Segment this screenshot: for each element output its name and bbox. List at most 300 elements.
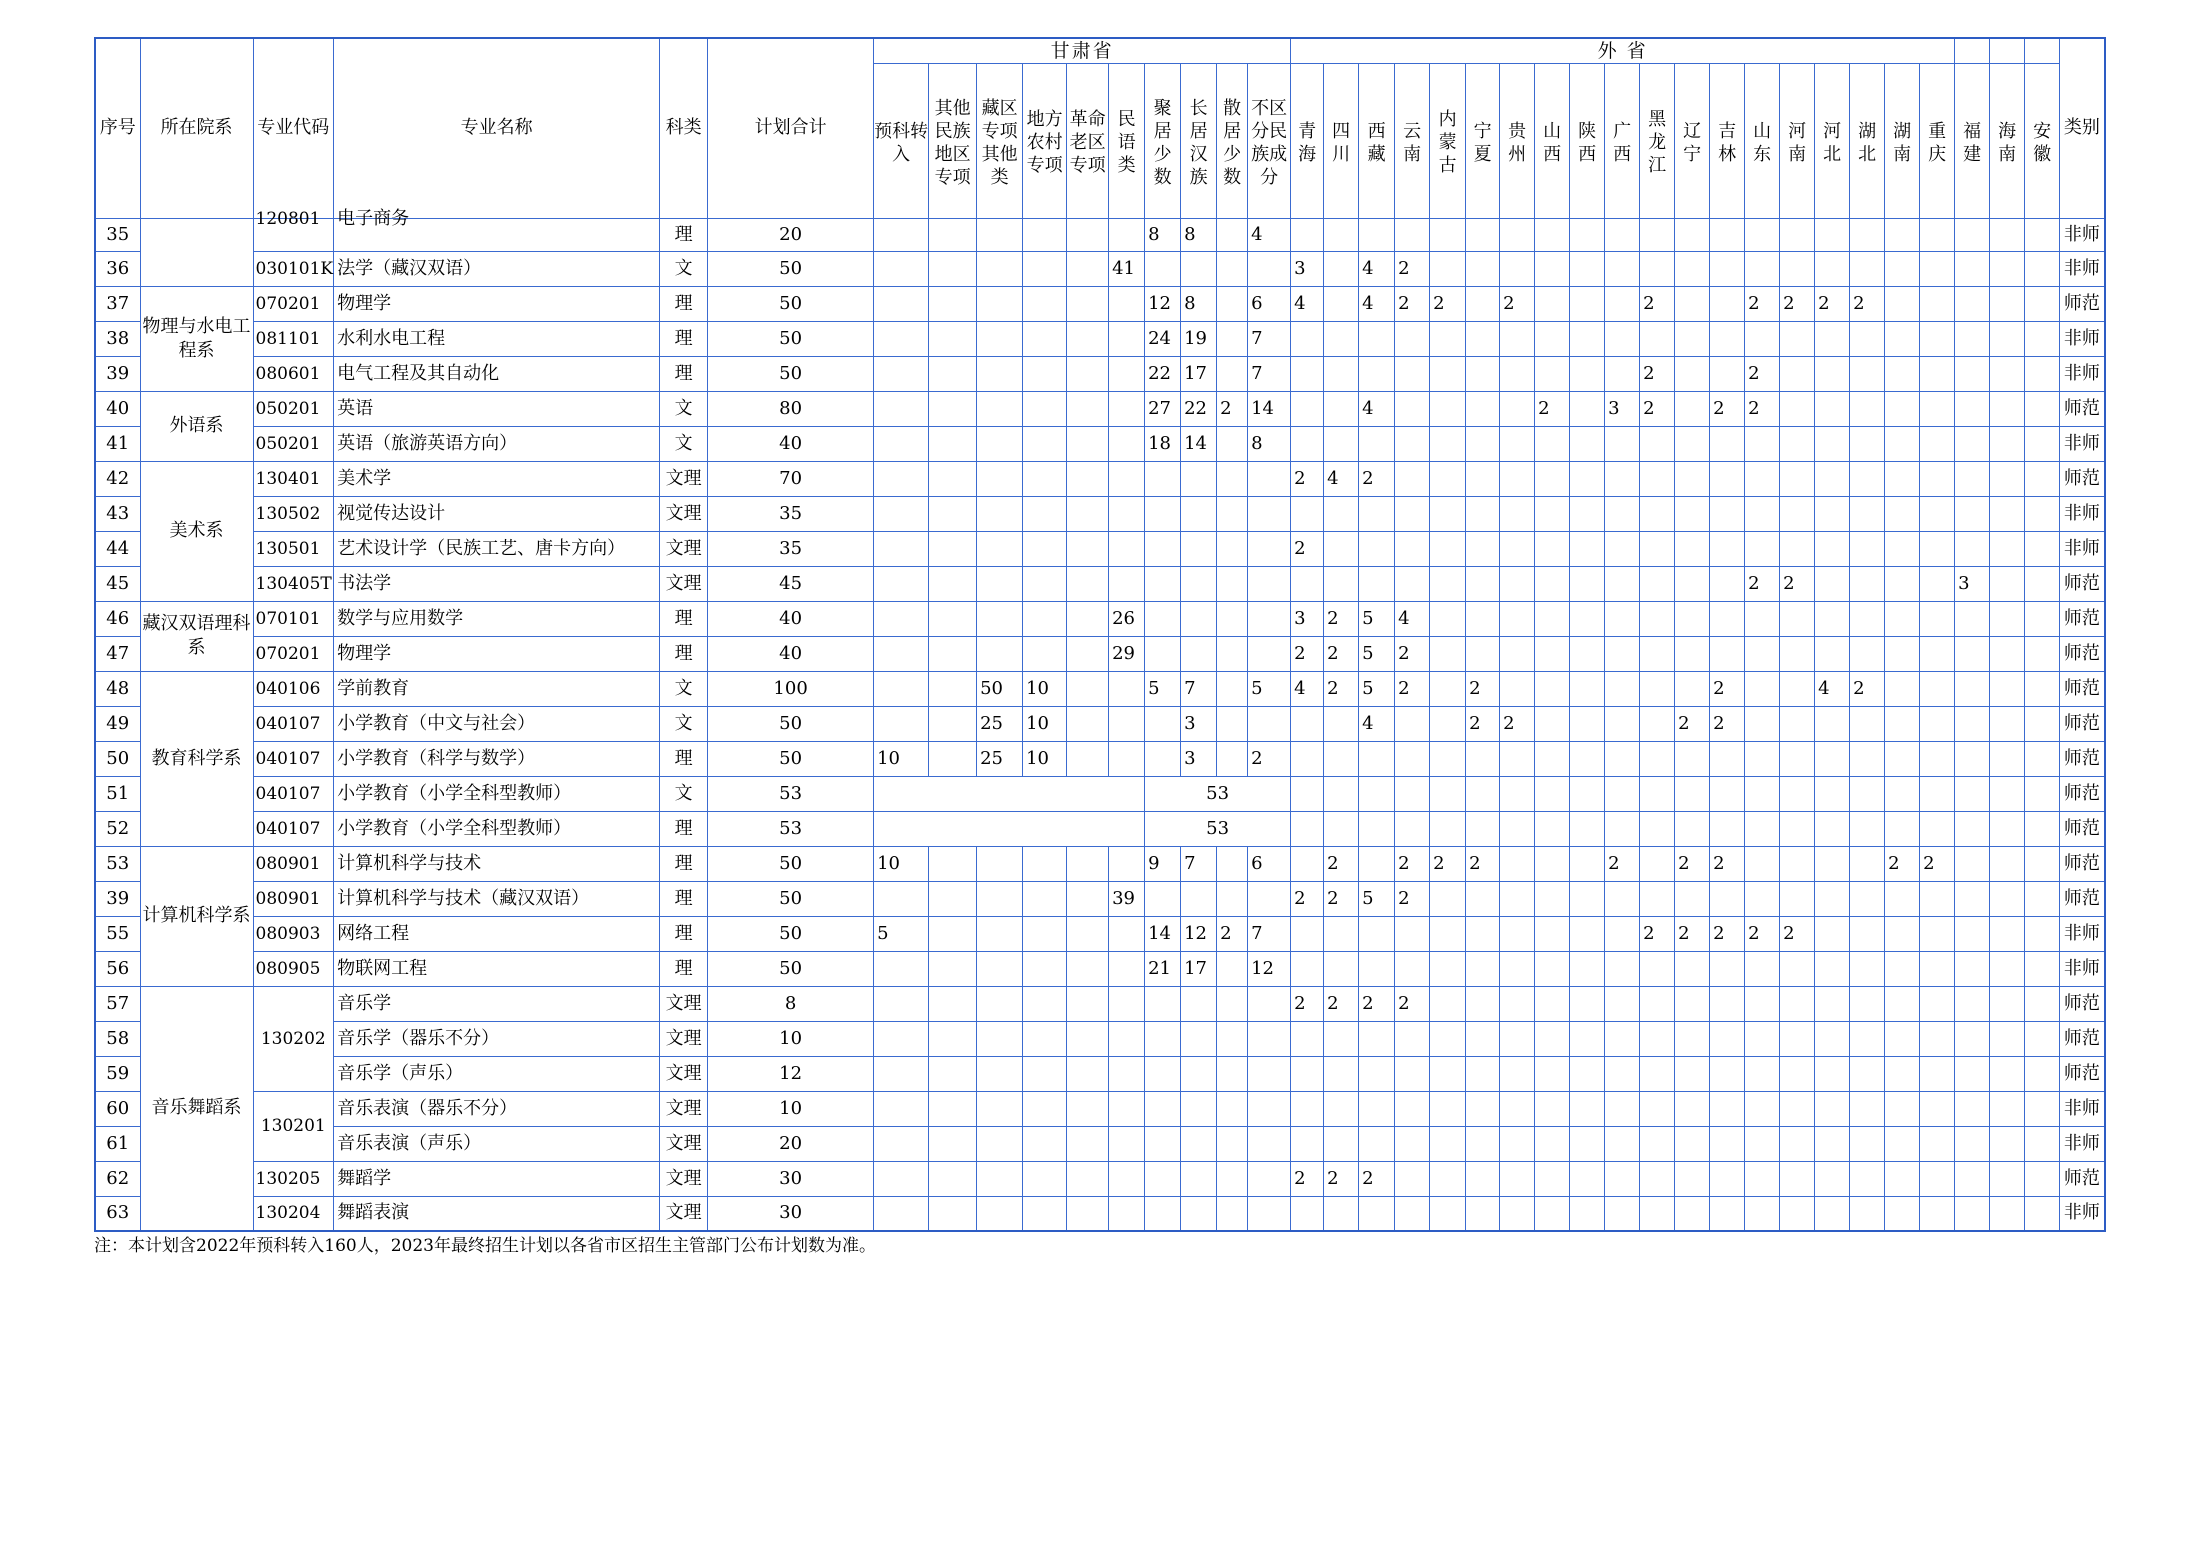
row-subject: 理 xyxy=(660,218,708,251)
row-category: 非师 xyxy=(2060,251,2105,286)
row-value xyxy=(1359,531,1395,566)
row-value: 2 xyxy=(1430,286,1466,321)
row-value: 19 xyxy=(1181,321,1217,356)
row-value xyxy=(1500,1056,1535,1091)
row-seq: 53 xyxy=(95,846,140,881)
row-value xyxy=(1145,741,1181,776)
header-province-col: 山西 xyxy=(1535,63,1570,218)
row-value: 2 xyxy=(1359,1161,1395,1196)
row-value xyxy=(1359,1021,1395,1056)
row-value xyxy=(1745,1021,1780,1056)
row-value: 2 xyxy=(1466,706,1500,741)
row-value xyxy=(1815,1056,1850,1091)
row-category: 非师 xyxy=(2060,496,2105,531)
row-value xyxy=(2025,706,2060,741)
row-seq: 50 xyxy=(95,741,140,776)
row-value xyxy=(1324,531,1359,566)
row-value xyxy=(1217,1161,1248,1196)
row-value xyxy=(1640,1021,1675,1056)
row-value: 3 xyxy=(1955,566,1990,601)
row-value xyxy=(1181,1021,1217,1056)
row-value xyxy=(1850,496,1885,531)
row-value xyxy=(1780,706,1815,741)
row-value xyxy=(1850,1161,1885,1196)
row-value xyxy=(1466,391,1500,426)
row-value xyxy=(1145,636,1181,671)
row-value xyxy=(1248,601,1291,636)
row-value xyxy=(1067,1196,1109,1231)
row-value xyxy=(1675,741,1710,776)
row-value xyxy=(1248,1091,1291,1126)
row-value xyxy=(874,251,929,286)
row-value xyxy=(874,391,929,426)
row-value xyxy=(1710,1126,1745,1161)
row-code: 080905 xyxy=(253,951,334,986)
row-value xyxy=(1023,1126,1067,1161)
row-value xyxy=(1324,1126,1359,1161)
row-value xyxy=(1395,741,1430,776)
row-value xyxy=(1217,426,1248,461)
row-value xyxy=(1109,986,1145,1021)
row-value xyxy=(1466,601,1500,636)
row-value: 2 xyxy=(1675,846,1710,881)
row-value xyxy=(1067,986,1109,1021)
row-value xyxy=(1359,1056,1395,1091)
row-value xyxy=(1955,916,1990,951)
row-value xyxy=(1109,426,1145,461)
row-value xyxy=(1920,811,1955,846)
row-value xyxy=(1109,846,1145,881)
row-value xyxy=(1466,1091,1500,1126)
row-value xyxy=(1500,741,1535,776)
row-category: 非师 xyxy=(2060,426,2105,461)
header-province-col: 河北 xyxy=(1815,63,1850,218)
row-major: 计算机科学与技术（藏汉双语） xyxy=(334,881,660,916)
row-code: 040107 xyxy=(253,741,334,776)
row-value xyxy=(1109,566,1145,601)
row-value: 2 xyxy=(1359,986,1395,1021)
row-value xyxy=(1850,601,1885,636)
row-value xyxy=(1395,951,1430,986)
row-value: 2 xyxy=(1395,636,1430,671)
row-value xyxy=(929,741,977,776)
row-value xyxy=(1780,251,1815,286)
row-value xyxy=(1217,636,1248,671)
table-row xyxy=(95,1161,2105,1196)
row-value: 25 xyxy=(977,741,1023,776)
row-value: 2 xyxy=(1745,566,1780,601)
row-value xyxy=(977,461,1023,496)
row-total: 50 xyxy=(708,881,874,916)
header-province-col: 陕西 xyxy=(1570,63,1605,218)
row-value xyxy=(1675,461,1710,496)
row-value xyxy=(929,321,977,356)
row-value xyxy=(1359,566,1395,601)
row-value xyxy=(1780,496,1815,531)
row-value xyxy=(1955,601,1990,636)
row-value: 50 xyxy=(977,671,1023,706)
row-value xyxy=(1535,601,1570,636)
row-value xyxy=(1710,218,1745,251)
row-total: 20 xyxy=(708,1126,874,1161)
row-value xyxy=(1500,1021,1535,1056)
row-value xyxy=(1605,461,1640,496)
row-value xyxy=(1640,1161,1675,1196)
row-value xyxy=(1955,1126,1990,1161)
row-value xyxy=(1430,776,1466,811)
row-value: 12 xyxy=(1248,951,1291,986)
row-value xyxy=(929,951,977,986)
table-row xyxy=(95,531,2105,566)
row-value xyxy=(1570,601,1605,636)
row-value xyxy=(1885,566,1920,601)
row-value xyxy=(1535,916,1570,951)
row-value xyxy=(929,286,977,321)
row-value xyxy=(1570,251,1605,286)
header-province-col: 黑龙江 xyxy=(1640,63,1675,218)
row-value xyxy=(1920,426,1955,461)
row-value xyxy=(1109,391,1145,426)
row-value: 7 xyxy=(1248,321,1291,356)
row-value xyxy=(1990,321,2025,356)
row-value xyxy=(1023,426,1067,461)
row-value xyxy=(1430,601,1466,636)
row-value xyxy=(1535,636,1570,671)
row-value xyxy=(1745,251,1780,286)
row-value: 6 xyxy=(1248,846,1291,881)
row-value xyxy=(1067,321,1109,356)
row-value xyxy=(1990,811,2025,846)
enrollment-plan-table xyxy=(94,37,2106,1232)
row-value xyxy=(1605,706,1640,741)
row-value xyxy=(1990,391,2025,426)
row-code: 081101 xyxy=(253,321,334,356)
row-value xyxy=(1067,741,1109,776)
row-value xyxy=(1605,218,1640,251)
row-value xyxy=(1955,426,1990,461)
row-value xyxy=(1145,1021,1181,1056)
row-value xyxy=(977,1056,1023,1091)
row-value xyxy=(1067,218,1109,251)
row-value: 2 xyxy=(1640,286,1675,321)
row-value xyxy=(1815,741,1850,776)
row-value xyxy=(1217,601,1248,636)
row-value: 2 xyxy=(1640,356,1675,391)
header-province-col: 安徽 xyxy=(2025,63,2060,218)
row-value xyxy=(1570,356,1605,391)
row-value xyxy=(1605,566,1640,601)
row-value xyxy=(1248,1161,1291,1196)
row-total: 50 xyxy=(708,916,874,951)
row-value xyxy=(1570,846,1605,881)
row-value xyxy=(1605,321,1640,356)
row-value xyxy=(1780,531,1815,566)
row-value xyxy=(1990,1021,2025,1056)
row-value xyxy=(1850,636,1885,671)
row-value xyxy=(1745,1091,1780,1126)
row-value xyxy=(1920,461,1955,496)
row-value xyxy=(1248,636,1291,671)
row-value: 8 xyxy=(1181,286,1217,321)
row-value xyxy=(1675,776,1710,811)
row-value xyxy=(1675,951,1710,986)
row-major: 音乐表演（器乐不分） xyxy=(334,1091,660,1126)
row-value: 2 xyxy=(1324,881,1359,916)
row-value xyxy=(1324,1091,1359,1126)
row-value xyxy=(1324,1196,1359,1231)
row-value: 14 xyxy=(1145,916,1181,951)
row-value xyxy=(1990,218,2025,251)
row-value xyxy=(1430,251,1466,286)
row-category: 非师 xyxy=(2060,951,2105,986)
row-value: 4 xyxy=(1359,251,1395,286)
row-value xyxy=(1430,566,1466,601)
row-value xyxy=(1920,951,1955,986)
row-value: 12 xyxy=(1145,286,1181,321)
row-value xyxy=(1217,1196,1248,1231)
row-seq: 51 xyxy=(95,776,140,811)
row-value xyxy=(1570,496,1605,531)
row-value xyxy=(977,251,1023,286)
header-blank-anhui xyxy=(2025,38,2060,63)
row-value xyxy=(1605,986,1640,1021)
row-major: 英语（旅游英语方向） xyxy=(334,426,660,461)
row-subject: 理 xyxy=(660,741,708,776)
row-value xyxy=(1023,218,1067,251)
row-value xyxy=(1745,951,1780,986)
row-value xyxy=(1955,951,1990,986)
row-value: 14 xyxy=(1248,391,1291,426)
row-value xyxy=(1145,881,1181,916)
row-value xyxy=(1248,496,1291,531)
row-value xyxy=(2025,321,2060,356)
row-value xyxy=(1023,1196,1067,1231)
row-value: 2 xyxy=(1395,846,1430,881)
row-value xyxy=(1885,636,1920,671)
row-value: 2 xyxy=(1920,846,1955,881)
row-value xyxy=(1535,426,1570,461)
row-value xyxy=(1500,531,1535,566)
row-value xyxy=(1710,356,1745,391)
row-value xyxy=(1920,916,1955,951)
row-value xyxy=(1430,741,1466,776)
row-value xyxy=(1291,706,1324,741)
row-value xyxy=(1324,426,1359,461)
row-value: 4 xyxy=(1815,671,1850,706)
table-row xyxy=(95,741,2105,776)
row-value xyxy=(874,1196,929,1231)
header-gansu-col: 不区分民族成分 xyxy=(1248,63,1291,218)
row-value: 2 xyxy=(1500,286,1535,321)
row-value xyxy=(1815,846,1850,881)
row-value xyxy=(1955,706,1990,741)
row-value xyxy=(1885,356,1920,391)
row-value xyxy=(1535,811,1570,846)
row-value xyxy=(1500,356,1535,391)
row-value: 22 xyxy=(1145,356,1181,391)
row-value xyxy=(1217,951,1248,986)
row-value xyxy=(1067,1021,1109,1056)
row-value xyxy=(1745,1196,1780,1231)
row-value: 9 xyxy=(1145,846,1181,881)
row-value xyxy=(1291,741,1324,776)
row-subject: 理 xyxy=(660,881,708,916)
row-value: 5 xyxy=(1359,636,1395,671)
row-value xyxy=(929,916,977,951)
row-value xyxy=(1640,461,1675,496)
row-value xyxy=(1955,846,1990,881)
row-value xyxy=(1885,286,1920,321)
row-value: 17 xyxy=(1181,356,1217,391)
row-value xyxy=(1500,601,1535,636)
row-value xyxy=(1023,1056,1067,1091)
header-province-col: 湖北 xyxy=(1850,63,1885,218)
row-value xyxy=(1815,951,1850,986)
row-subject: 理 xyxy=(660,356,708,391)
row-value xyxy=(1217,218,1248,251)
row-value xyxy=(1324,706,1359,741)
row-value xyxy=(977,286,1023,321)
row-value xyxy=(1466,1056,1500,1091)
row-value xyxy=(1990,881,2025,916)
row-value xyxy=(1780,1161,1815,1196)
row-value xyxy=(1181,1091,1217,1126)
row-value xyxy=(1359,426,1395,461)
row-value: 12 xyxy=(1181,916,1217,951)
row-value xyxy=(2025,496,2060,531)
row-value xyxy=(1535,1196,1570,1231)
row-value: 2 xyxy=(1745,916,1780,951)
row-value: 2 xyxy=(1395,986,1430,1021)
row-value xyxy=(1955,531,1990,566)
row-value xyxy=(2025,741,2060,776)
row-value xyxy=(1145,531,1181,566)
row-value: 4 xyxy=(1291,286,1324,321)
row-value xyxy=(1535,566,1570,601)
row-value xyxy=(1535,496,1570,531)
header-province-col: 重庆 xyxy=(1920,63,1955,218)
row-value xyxy=(929,881,977,916)
row-value xyxy=(1217,566,1248,601)
row-value xyxy=(2025,286,2060,321)
header-gansu-group: 甘肃省 xyxy=(874,38,1291,63)
row-value xyxy=(1466,916,1500,951)
row-value xyxy=(1217,846,1248,881)
row-value: 7 xyxy=(1248,916,1291,951)
row-value xyxy=(1535,531,1570,566)
row-value xyxy=(929,706,977,741)
row-value xyxy=(1990,1126,2025,1161)
row-code: 080901 xyxy=(253,881,334,916)
row-major: 音乐学（器乐不分） xyxy=(334,1021,660,1056)
row-value xyxy=(1067,356,1109,391)
row-value xyxy=(1395,1161,1430,1196)
row-value xyxy=(1145,601,1181,636)
row-value xyxy=(1248,251,1291,286)
table-row xyxy=(95,426,2105,461)
row-value xyxy=(1605,1161,1640,1196)
row-value xyxy=(1710,1196,1745,1231)
row-value xyxy=(1885,531,1920,566)
row-value xyxy=(1324,496,1359,531)
row-value xyxy=(1430,1056,1466,1091)
row-value xyxy=(929,1056,977,1091)
row-value xyxy=(1466,321,1500,356)
row-value xyxy=(1675,566,1710,601)
row-value xyxy=(1815,531,1850,566)
row-value xyxy=(1920,1161,1955,1196)
row-value xyxy=(1109,321,1145,356)
row-value xyxy=(2025,391,2060,426)
row-value xyxy=(1359,951,1395,986)
row-value xyxy=(1067,951,1109,986)
row-value xyxy=(1570,1056,1605,1091)
row-total: 40 xyxy=(708,601,874,636)
row-value xyxy=(1780,426,1815,461)
row-value xyxy=(1745,426,1780,461)
row-value xyxy=(1067,286,1109,321)
row-value xyxy=(1145,1056,1181,1091)
row-value xyxy=(1248,706,1291,741)
row-value xyxy=(977,881,1023,916)
row-code-text: 120801 xyxy=(255,208,321,229)
row-category: 非师 xyxy=(2060,1196,2105,1231)
row-code: 130501 xyxy=(253,531,334,566)
row-value xyxy=(1815,251,1850,286)
table-row xyxy=(95,671,2105,706)
header-province-col: 河南 xyxy=(1780,63,1815,218)
row-value xyxy=(1359,776,1395,811)
row-value xyxy=(1430,881,1466,916)
row-value xyxy=(1640,706,1675,741)
row-value xyxy=(2025,916,2060,951)
row-value xyxy=(1067,426,1109,461)
row-subject: 文理 xyxy=(660,1196,708,1231)
table-row xyxy=(95,286,2105,321)
row-value xyxy=(1675,531,1710,566)
row-subject: 文 xyxy=(660,671,708,706)
row-value xyxy=(1500,1161,1535,1196)
row-value: 2 xyxy=(1359,461,1395,496)
row-value: 8 xyxy=(1145,218,1181,251)
row-value xyxy=(1359,846,1395,881)
row-value xyxy=(1815,811,1850,846)
row-value xyxy=(1570,531,1605,566)
row-value xyxy=(1535,286,1570,321)
row-value xyxy=(1067,531,1109,566)
row-value xyxy=(2025,566,2060,601)
row-value xyxy=(1815,461,1850,496)
row-value: 22 xyxy=(1181,391,1217,426)
row-value xyxy=(1430,706,1466,741)
row-value xyxy=(1067,461,1109,496)
table-row xyxy=(95,776,2105,811)
row-value xyxy=(1067,671,1109,706)
row-value xyxy=(1955,776,1990,811)
row-value xyxy=(1955,391,1990,426)
row-value: 5 xyxy=(1145,671,1181,706)
row-value xyxy=(1291,1126,1324,1161)
row-value xyxy=(1605,251,1640,286)
row-span-value: 53 xyxy=(1145,811,1291,846)
row-value xyxy=(1248,566,1291,601)
row-category: 非师 xyxy=(2060,321,2105,356)
row-value xyxy=(1500,321,1535,356)
row-value xyxy=(1955,286,1990,321)
row-value xyxy=(2025,1196,2060,1231)
row-value xyxy=(1395,356,1430,391)
row-value xyxy=(1850,811,1885,846)
